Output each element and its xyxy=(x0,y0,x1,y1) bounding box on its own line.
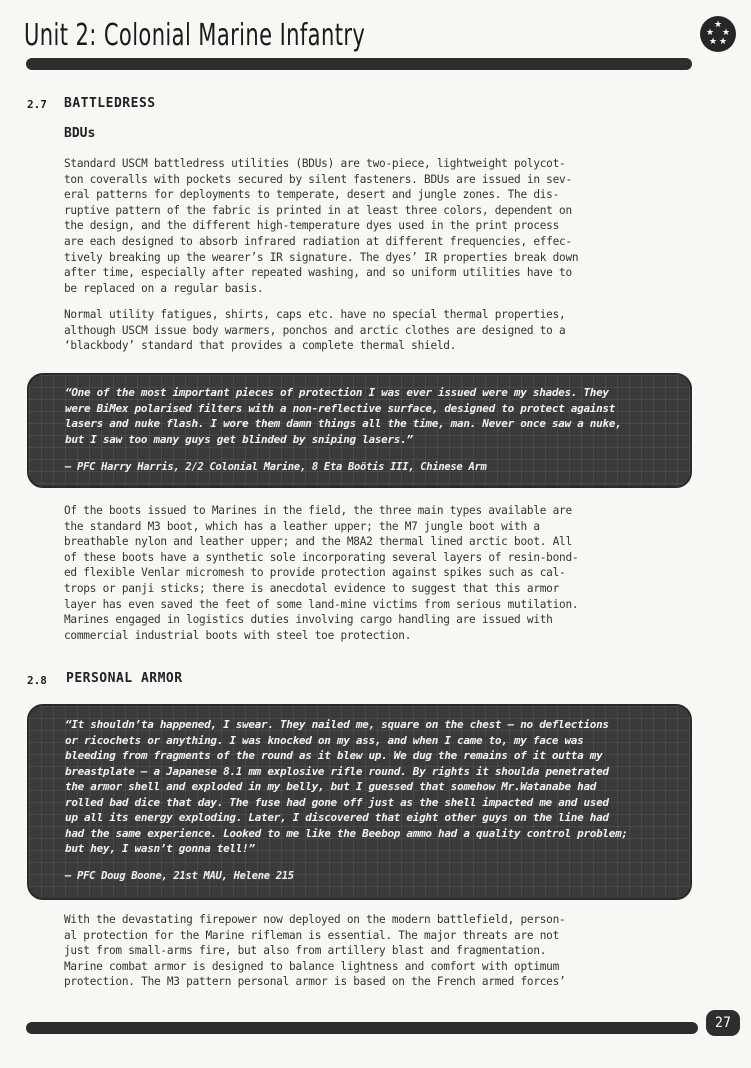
paragraph: Normal utility fatigues, shirts, caps etc. have no special thermal properties, although USCM issue body warmers, ponchos and arctic clothes are designed to a ‘blackbody’ standard that provides a complete thermal shield. xyxy=(64,308,566,353)
quote-text: “It shouldn’ta happened, I swear. They nailed me, square on the chest – no deflections or ricochets or anything. I was knocked on my ass, and when I came to, my face was bleeding from fragments of the round as it blew up. We dug the remains of it outta my breastplate – a Japanese 8.1 mm explosive rifle round. By rights it shoulda penetrated the armor shell and exploded in my belly, but I guessed that somehow Mr.Watanabe had rolled bad dice that day. The fuse had gone off just as the shell impacted me and used up all its energy exploding. Later, I discovered that eight other guys on the line had had the same experience. Looked to me like the Beebop ammo had a quality control problem; but hey, I wasn’t gonna tell!” xyxy=(65,718,628,855)
paragraph: With the devastating firepower now deployed on the modern battlefield, person- al protection for the Marine rifleman is essential. The major threats are not just from small-arms fire, but also from artillery blast and fragmentation. Marine combat armor is designed to balance lightness and comfort with optimum protection. The M3 pattern personal armor is based on the French armed forces’ xyxy=(64,913,566,989)
paragraph: Standard USCM battledress utilities (BDUs) are two-piece, lightweight polycot- ton coveralls with pockets secured by silent fasteners. BDUs are issued in sev- eral patterns for deployments to temperate, desert and jungle zones. The dis- ruptive pattern of the fabric is printed in at least three colors, dependent on the design, and the different high-temperature dyes used in the print process are each designed to absorb infrared radiation at different frequencies, effec- tively breaking up the wearer’s IR signature. The dyes’ IR properties break down after time, especially after repeated washing, and so uniform utilities have to be replaced on a regular basis. xyxy=(64,157,579,295)
quote-box xyxy=(27,373,692,488)
subsection-title: BDUs xyxy=(64,126,96,141)
quote-box xyxy=(27,704,692,900)
footer-bar xyxy=(26,1022,698,1034)
page-number: 27 xyxy=(706,1010,740,1036)
section-number: 2.7 xyxy=(27,98,47,111)
quote-citation: – PFC Harry Harris, 2/2 Colonial Marine, 8 Eta Boötis III, Chinese Arm xyxy=(65,461,487,473)
star-emblem-icon: ★ ★ ★ ★ ★ xyxy=(700,16,736,52)
unit-title: Unit 2: Colonial Marine Infantry xyxy=(24,18,366,53)
header-bar xyxy=(26,58,692,70)
quote-text: “One of the most important pieces of protection I was ever issued were my shades. They were BiMex polarised filters with a non-reflective surface, designed to protect against lasers and nuke flash. I wore them damn things all the time, man. Never once saw a nuke, but I saw too many guys get blinded by sniping lasers.” xyxy=(65,386,622,446)
section-title: PERSONAL ARMOR xyxy=(66,671,183,686)
quote-citation: – PFC Doug Boone, 21st MAU, Helene 215 xyxy=(65,870,294,882)
section-title: BATTLEDRESS xyxy=(64,96,156,111)
section-number: 2.8 xyxy=(27,674,47,687)
paragraph: Of the boots issued to Marines in the field, the three main types available are the standard M3 boot, which has a leather upper; the M7 jungle boot with a breathable nylon and leather upper; and the M8A2 thermal lined arctic boot. All of these boots have a synthetic sole incorporating several layers of resin-bond- ed flexible Venlar micromesh to provide protection against spikes such as cal- trops or panji sticks; there is anecdotal evidence to suggest that this armor layer has even saved the feet of some land-mine victims from serious mutilation. Marines engaged in logistics duties involving cargo handling are issued with commercial industrial boots with steel toe protection. xyxy=(64,504,579,642)
